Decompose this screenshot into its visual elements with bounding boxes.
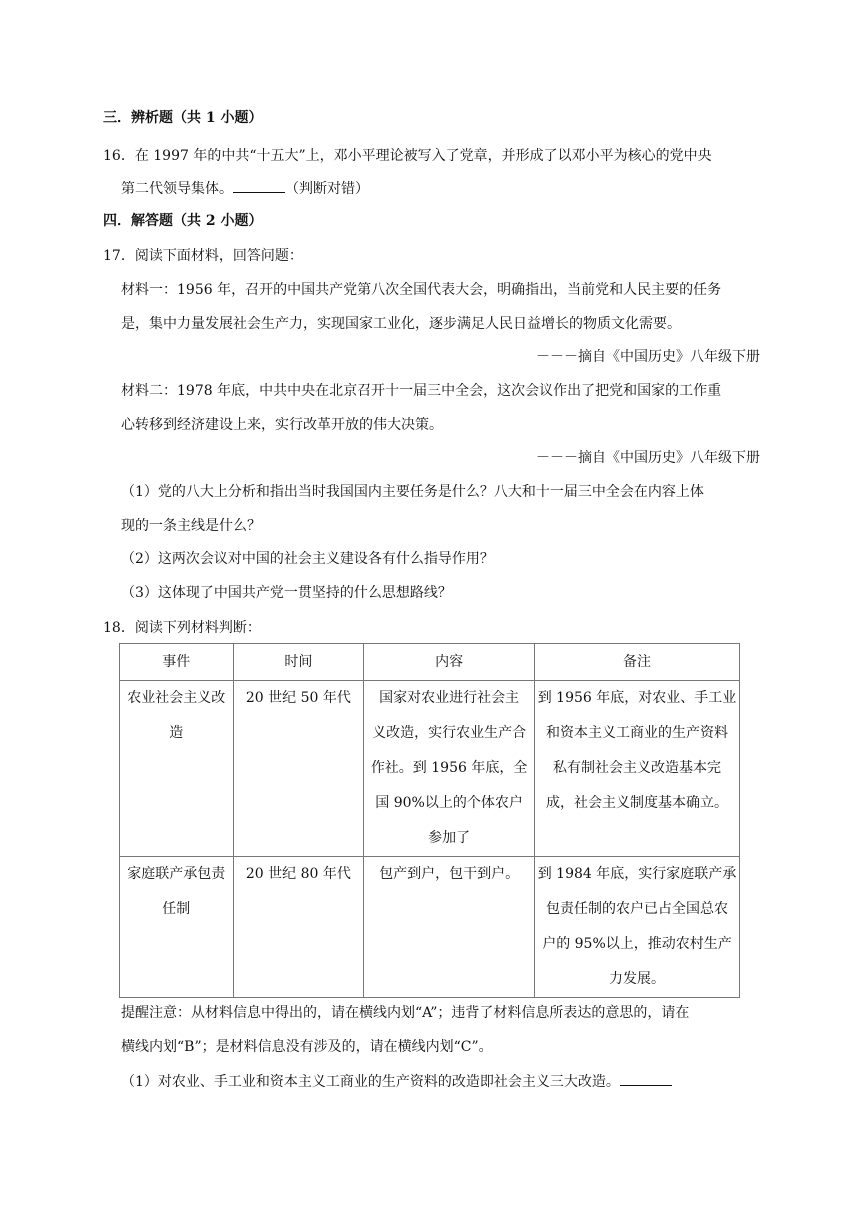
content-cell (364, 857, 535, 998)
header-cell: 内容 (364, 644, 535, 681)
q18-sub1-text: （1）对农业、手工业和资本主义工商业的生产资料的改造即社会主义三大改造。 (121, 1074, 620, 1090)
cell-line: 参加了 (428, 830, 471, 846)
header-cell: 时间 (233, 644, 364, 681)
q16-line2-text: 第二代领导集体。 (121, 181, 233, 197)
cell-line: 包产到户，包干到户。 (379, 866, 520, 882)
table-header-row (120, 644, 740, 681)
section3-heading: 三．辨析题（共 1 小题） (103, 110, 263, 126)
q18-reminder-line2: 横线内划“B”；是材料信息没有涉及的，请在横线内划“C”。 (121, 1039, 493, 1055)
time-cell: 20 世纪 80 年代 (233, 857, 364, 998)
q17-source2: －－－摘自《中国历史》八年级下册 (536, 450, 760, 466)
content-cell (364, 681, 535, 857)
section4-heading: 四．解答题（共 2 小题） (103, 213, 263, 229)
answer-blank[interactable] (620, 1071, 672, 1086)
q17-material1-line2: 是，集中力量发展社会生产力，实现国家工业化，逐步满足人民日益增长的物质文化需要。 (121, 316, 681, 332)
cell-line: 私有制社会主义改造基本完 (552, 760, 721, 776)
cell-line: 到 1956 年底，对农业、手工业 (537, 690, 737, 706)
answer-blank[interactable] (233, 178, 285, 193)
table-row (120, 681, 740, 857)
cell-line: 力发展。 (608, 971, 665, 987)
q18-sub1 (121, 1071, 672, 1092)
cell-line: 成，社会主义制度基本确立。 (545, 795, 728, 811)
cell-line: 国家对农业进行社会主 (379, 690, 520, 706)
cell-line: 造 (169, 725, 184, 741)
cell-line: 义改造，实行农业生产合 (372, 725, 527, 741)
q17-source1: －－－摘自《中国历史》八年级下册 (536, 349, 760, 365)
q17-intro: 17．阅读下面材料，回答问题： (103, 248, 303, 264)
q18-reminder-line1: 提醒注意：从材料信息中得出的，请在横线内划“A”；违背了材料信息所表达的意思的，请在 (121, 1005, 690, 1021)
cell-line: 户的 95%以上，推动农村生产 (542, 936, 732, 952)
q17-sub1-line1: （1）党的八大上分析和指出当时我国国内主要任务是什么？八大和十一届三中全会在内容上体 (121, 484, 704, 500)
q18-table (119, 643, 740, 998)
cell-line: 和资本主义工商业的生产资料 (545, 725, 728, 741)
q17-sub1-line2: 现的一条主线是什么？ (121, 518, 261, 534)
q17-sub3: （3）这体现了中国共产党一贯坚持的什么思想路线？ (121, 585, 452, 601)
header-cell: 备注 (534, 644, 739, 681)
cell-line: 国 90%以上的个体农户 (375, 795, 523, 811)
note-cell (534, 857, 739, 998)
q17-material2-line1: 材料二：1978 年底，中共中央在北京召开十一届三中全会，这次会议作出了把党和国家的工作重 (121, 383, 722, 399)
q17-material1-line1: 材料一：1956 年，召开的中国共产党第八次全国代表大会，明确指出，当前党和人民主要的任务 (121, 282, 722, 298)
q18-intro: 18．阅读下列材料判断： (103, 620, 261, 636)
header-cell: 事件 (120, 644, 234, 681)
cell-line: 任制 (162, 901, 191, 917)
event-cell (120, 857, 234, 998)
q16-line1: 16．在 1997 年的中共“十五大”上，邓小平理论被写入了党章，并形成了以邓小平为核心的党中央 (103, 148, 712, 164)
q16-judge-note: （判断对错） (285, 181, 369, 197)
q17-sub2: （2）这两次会议对中国的社会主义建设各有什么指导作用？ (121, 551, 494, 567)
cell-line: 家庭联产承包责 (127, 866, 226, 882)
q16-line2 (121, 178, 369, 199)
cell-line: 作社。到 1956 年底，全 (370, 760, 528, 776)
event-cell (120, 681, 234, 857)
cell-line: 到 1984 年底，实行家庭联产承 (537, 866, 737, 882)
cell-line: 农业社会主义改 (127, 690, 226, 706)
q17-material2-line2: 心转移到经济建设上来，实行改革开放的伟大决策。 (121, 417, 443, 433)
table-row (120, 857, 740, 998)
note-cell (534, 681, 739, 857)
cell-line: 包责任制的农户已占全国总农 (545, 901, 728, 917)
time-cell: 20 世纪 50 年代 (233, 681, 364, 857)
